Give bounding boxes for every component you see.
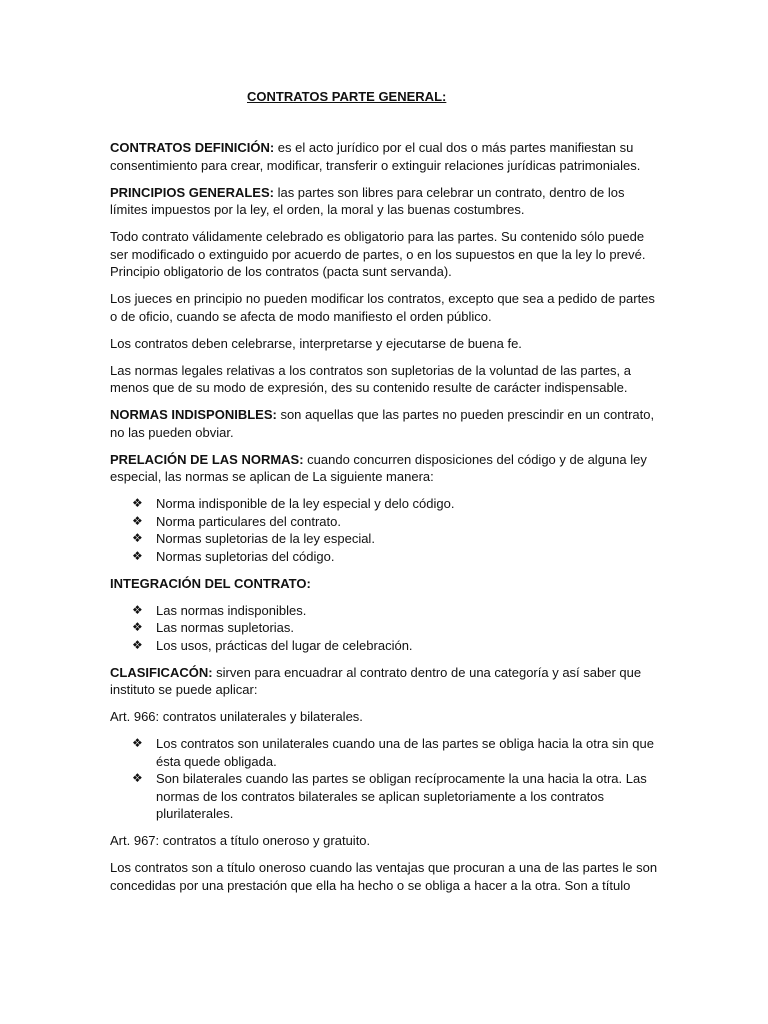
document-body [110, 139, 662, 904]
list-item: ❖ Norma indisponible de la ley especial y delo código. [132, 496, 455, 511]
list-item: ❖ Normas supletorias del código. [132, 548, 335, 564]
diamond-bullet-icon: ❖ [132, 513, 143, 528]
diamond-bullet-icon: ❖ [132, 602, 143, 617]
diamond-bullet-icon: ❖ [132, 531, 143, 545]
text-clasificacion: sirven para encuadrar al contrato dentro de una categoría y así saber que instituto se puede aplicar: [110, 664, 642, 697]
list-item: ❖ Las normas indisponibles. [132, 602, 307, 618]
list-item: ❖ Normas supletorias de la ley especial. [132, 531, 375, 546]
text-definicion: es el acto jurídico por el cual dos o más partes manifiestan su consentimiento para crear, modificar, transferir o extinguir relaciones jurídicas patrimoniales. [110, 140, 641, 173]
diamond-bullet-icon: ❖ [132, 548, 143, 563]
label-definicion: CONTRATOS DEFINICIÓN: [110, 140, 275, 155]
paragraph-clasificacion [110, 664, 662, 699]
heading-art-966: Art. 966: contratos unilaterales y bilaterales. [110, 709, 363, 724]
heading-integracion: INTEGRACIÓN DEL CONTRATO: [110, 575, 311, 591]
list-item: ❖ Los usos, prácticas del lugar de celebración. [132, 637, 413, 653]
paragraph-prelacion [110, 451, 662, 486]
paragraph-jueces: Los jueces en principio no pueden modificar los contratos, excepto que sea a pedido de partes o de oficio, cuando se afecta de modo manifiesto el orden público. [110, 291, 655, 324]
paragraph-principios [110, 184, 662, 219]
text-indisponibles: son aquellas que las partes no pueden prescindir en un contrato, no las pueden obviar. [110, 407, 655, 440]
list-item: ❖ Son bilaterales cuando las partes se obligan recíprocamente la una hacia la otra. Las normas de los contratos bilaterales se aplican supletoriamente a los contratos plurilaterales. [132, 771, 647, 821]
diamond-bullet-icon: ❖ [132, 637, 143, 652]
label-clasificacion: CLASIFICACÓN: [110, 664, 213, 680]
integracion-list [110, 602, 662, 655]
page-title: CONTRATOS PARTE GENERAL: [247, 89, 447, 104]
paragraph-indisponibles [110, 406, 662, 441]
label-prelacion: PRELACIÓN DE LAS NORMAS: [110, 451, 304, 467]
text-prelacion: cuando concurren disposiciones del código y de alguna ley especial, las normas se aplican de La siguiente manera: [110, 451, 647, 484]
diamond-bullet-icon: ❖ [132, 620, 143, 634]
list-item: ❖ Norma particulares del contrato. [132, 513, 341, 529]
paragraph-definicion [110, 139, 662, 174]
list-item: ❖ Los contratos son unilaterales cuando una de las partes se obliga hacia la otra sin que ésta quede obligada. [132, 736, 654, 769]
paragraph-obligatorio: Todo contrato válidamente celebrado es obligatorio para las partes. Su contenido sólo puede ser modificado o extinguido por acuerdo de partes, o en los supuestos en que la ley lo prevé. Principio obligatorio de los contratos (pacta sunt servanda). [110, 229, 646, 279]
art-966-list [110, 735, 662, 823]
paragraph-buena-fe: Los contratos deben celebrarse, interpretarse y ejecutarse de buena fe. [110, 335, 522, 351]
paragraph-supletorias: Las normas legales relativas a los contratos son supletorias de la voluntad de las partes, a menos que de su modo de expresión, des su contenido resulte de carácter indispensable. [110, 362, 632, 395]
label-indisponibles: NORMAS INDISPONIBLES: [110, 407, 277, 422]
text-principios: las partes son libres para celebrar un contrato, dentro de los límites impuestos por la ley, el orden, la moral y las buenas costumbres. [110, 184, 625, 217]
heading-art-967: Art. 967: contratos a título oneroso y gratuito. [110, 833, 371, 848]
diamond-bullet-icon: ❖ [132, 771, 143, 785]
diamond-bullet-icon: ❖ [132, 736, 143, 750]
label-principios: PRINCIPIOS GENERALES: [110, 184, 274, 200]
list-item: ❖ Las normas supletorias. [132, 620, 295, 635]
diamond-bullet-icon: ❖ [132, 496, 143, 510]
paragraph-art-967: Los contratos son a título oneroso cuando las ventajas que procuran a una de las partes le son concedidas por una prestación que ella ha hecho o se obliga a hacer a la otra. Son a título [110, 860, 658, 893]
prelacion-list [110, 495, 662, 565]
